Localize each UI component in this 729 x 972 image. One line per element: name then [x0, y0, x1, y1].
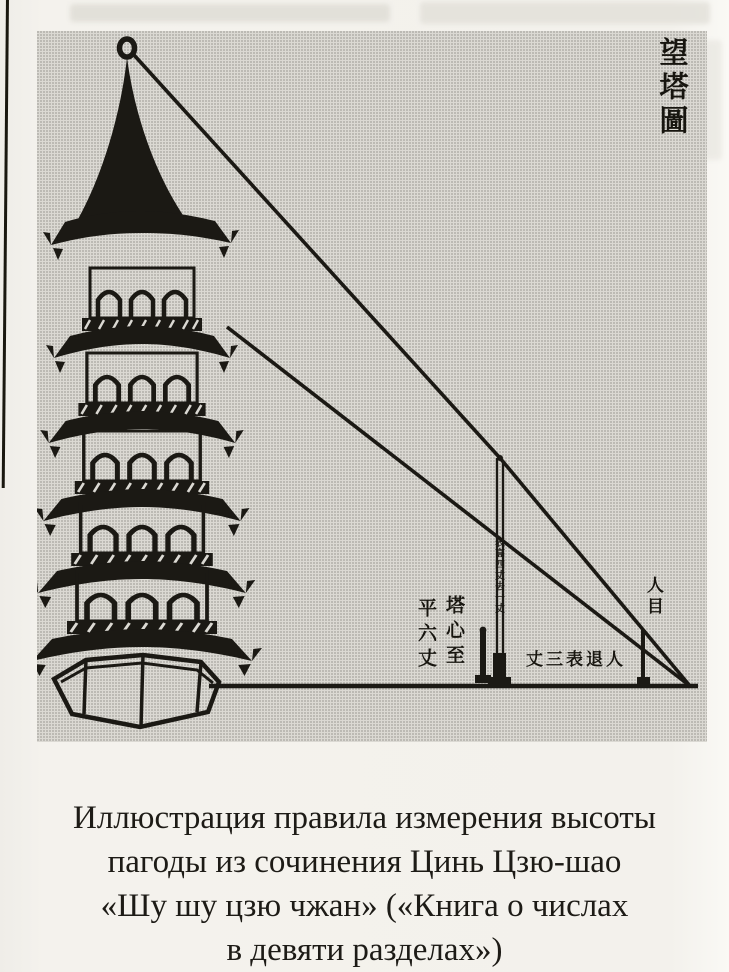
sight-line-to-pagoda-top	[134, 55, 690, 686]
pagoda-centre-post	[475, 627, 491, 683]
illustration-plate	[37, 31, 707, 742]
caption-line: «Шу шу цзю чжан» («Книга о числах	[100, 888, 629, 924]
bleedthrough-text-ghost	[420, 2, 710, 24]
caption-line: Иллюстрация правила измерения высоты	[73, 800, 656, 836]
observer-distance-label: 丈三表退人	[526, 650, 626, 670]
pagoda-finial-ring	[120, 39, 135, 57]
caption-line: пагоды из сочинения Цинь Цзю-шао	[107, 844, 622, 880]
distance-label-right-column: 塔心至	[442, 595, 465, 670]
distance-label-left-column: 平六丈	[414, 598, 437, 673]
pagoda-measurement-diagram	[37, 31, 707, 742]
figure-caption	[0, 796, 729, 972]
figure-title-wang-ta-tu: 望塔圖	[655, 37, 690, 139]
bleedthrough-text-ghost	[70, 4, 390, 22]
pagoda-drawing	[37, 39, 262, 727]
pagoda-base-plinth	[54, 655, 219, 727]
pagoda-spire	[77, 57, 187, 221]
page-edge-rule	[2, 0, 9, 488]
gnomon-pole-label: 表高四丈去一丈	[492, 537, 504, 614]
human-eye-label: 人目	[642, 576, 663, 618]
caption-line: в девяти разделах»)	[226, 932, 503, 968]
